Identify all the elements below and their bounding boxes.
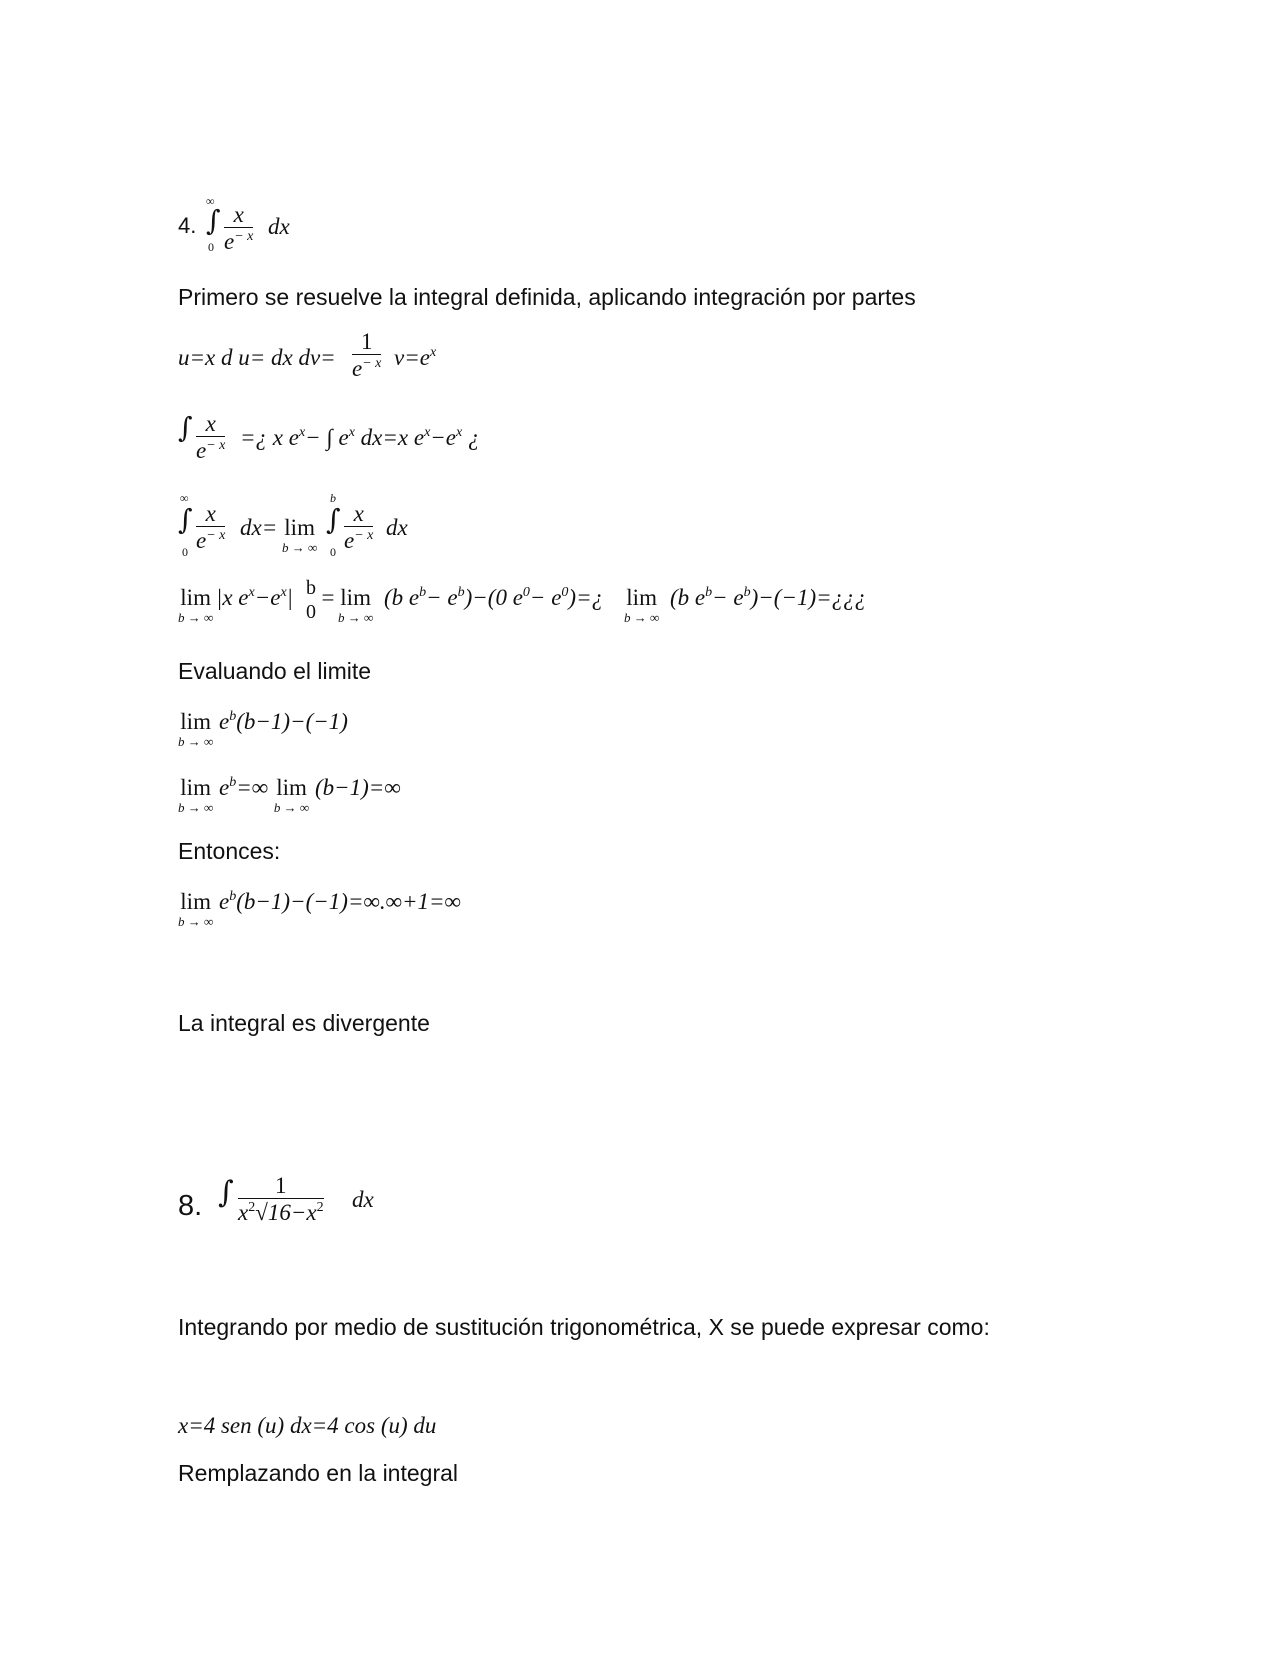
intro-text: Primero se resuelve la integral definida, aplicando integración por partes <box>178 284 916 310</box>
integrand-denominator: $e^{- x}$ <box>224 229 254 254</box>
integral-sign: ∫ <box>206 204 221 237</box>
integrand-fraction <box>224 203 253 253</box>
upper-limit: ∞ <box>206 194 215 208</box>
evaluando-text: Evaluando el limite <box>178 658 372 684</box>
eval-line-3: lim b → ∞ $e^b(b-1)-(-1)=\infty.\infty+1=\infty$ <box>178 889 461 929</box>
integrand-numerator: x <box>224 203 253 228</box>
problem-8-number: 8. <box>178 1190 203 1222</box>
eval-line-2: lim b → ∞ $e^b=\infty$ lim b → ∞ (b−1)=∞ <box>178 775 401 815</box>
entonces-text: Entonces: <box>178 838 281 864</box>
lower-limit: 0 <box>208 240 214 254</box>
integral-sign: ∫ <box>218 1175 234 1210</box>
integrand-fraction: $\frac{1}{x^2√16-x^2}$ <box>238 1173 324 1225</box>
substitution-expression: x=4 sen (u) dx=4 cos (u) du <box>178 1413 437 1438</box>
sustitucion-text: Integrando por medio de sustitución trigonométrica, X se puede expresar como: <box>178 1314 990 1340</box>
integrand-dx: dx <box>268 214 290 239</box>
document-page: 4. ∞ ∫ 0 $\frac{x}{e^{- x}}$ dx Primero se resuelve la integral definida, aplicando integración por partes u=x d u= dx dv= $\frac{1}{e^{- x}}$ $v=e^x$ ∫ $\frac{x}{e^{- x}}$ =¿ x $e^x-$ ∫ $e^x$ dx=x $e^x-e^x$ ¿ ∞ ∫ 0 $\frac{x}{e^{- x}}$ dx= lim b → ∞ b ∫ 0 $\frac{x}{e^{- x}}$ dx lim b → ∞ |x $e^x-e^x|$ b 0 = lim b → ∞ (b $e^b- e^b)-(0$ $e^0-$ $e^0)=¿$ lim b → ∞ (b $e^b-$ $e^b)-(-1)=¿¿¿$ Evaluando el limite lim b → ∞ $e^b(b-1)-(-1)$ lim b → ∞ $e^b=\infty$ lim b → ∞ (b−1)=∞ Entonces: lim b → ∞ $e^b(b-1)-(-1)=\infty.\infty+1=\infty$ La integral es divergente 8. ∫ $\frac{1}{x^2√16-x^2}$ dx Integrando por medio de sustitución trigonométrica, X se puede expresar como: x=4 sen (u) dx=4 cos (u) du Remplazando en la integral <box>178 194 990 1486</box>
problem-4-number: 4. <box>178 213 197 238</box>
eval-line-1: lim b → ∞ $e^b(b-1)-(-1)$ <box>178 709 348 749</box>
conclusion-text: La integral es divergente <box>178 1010 430 1036</box>
remplazando-text: Remplazando en la integral <box>178 1460 459 1486</box>
